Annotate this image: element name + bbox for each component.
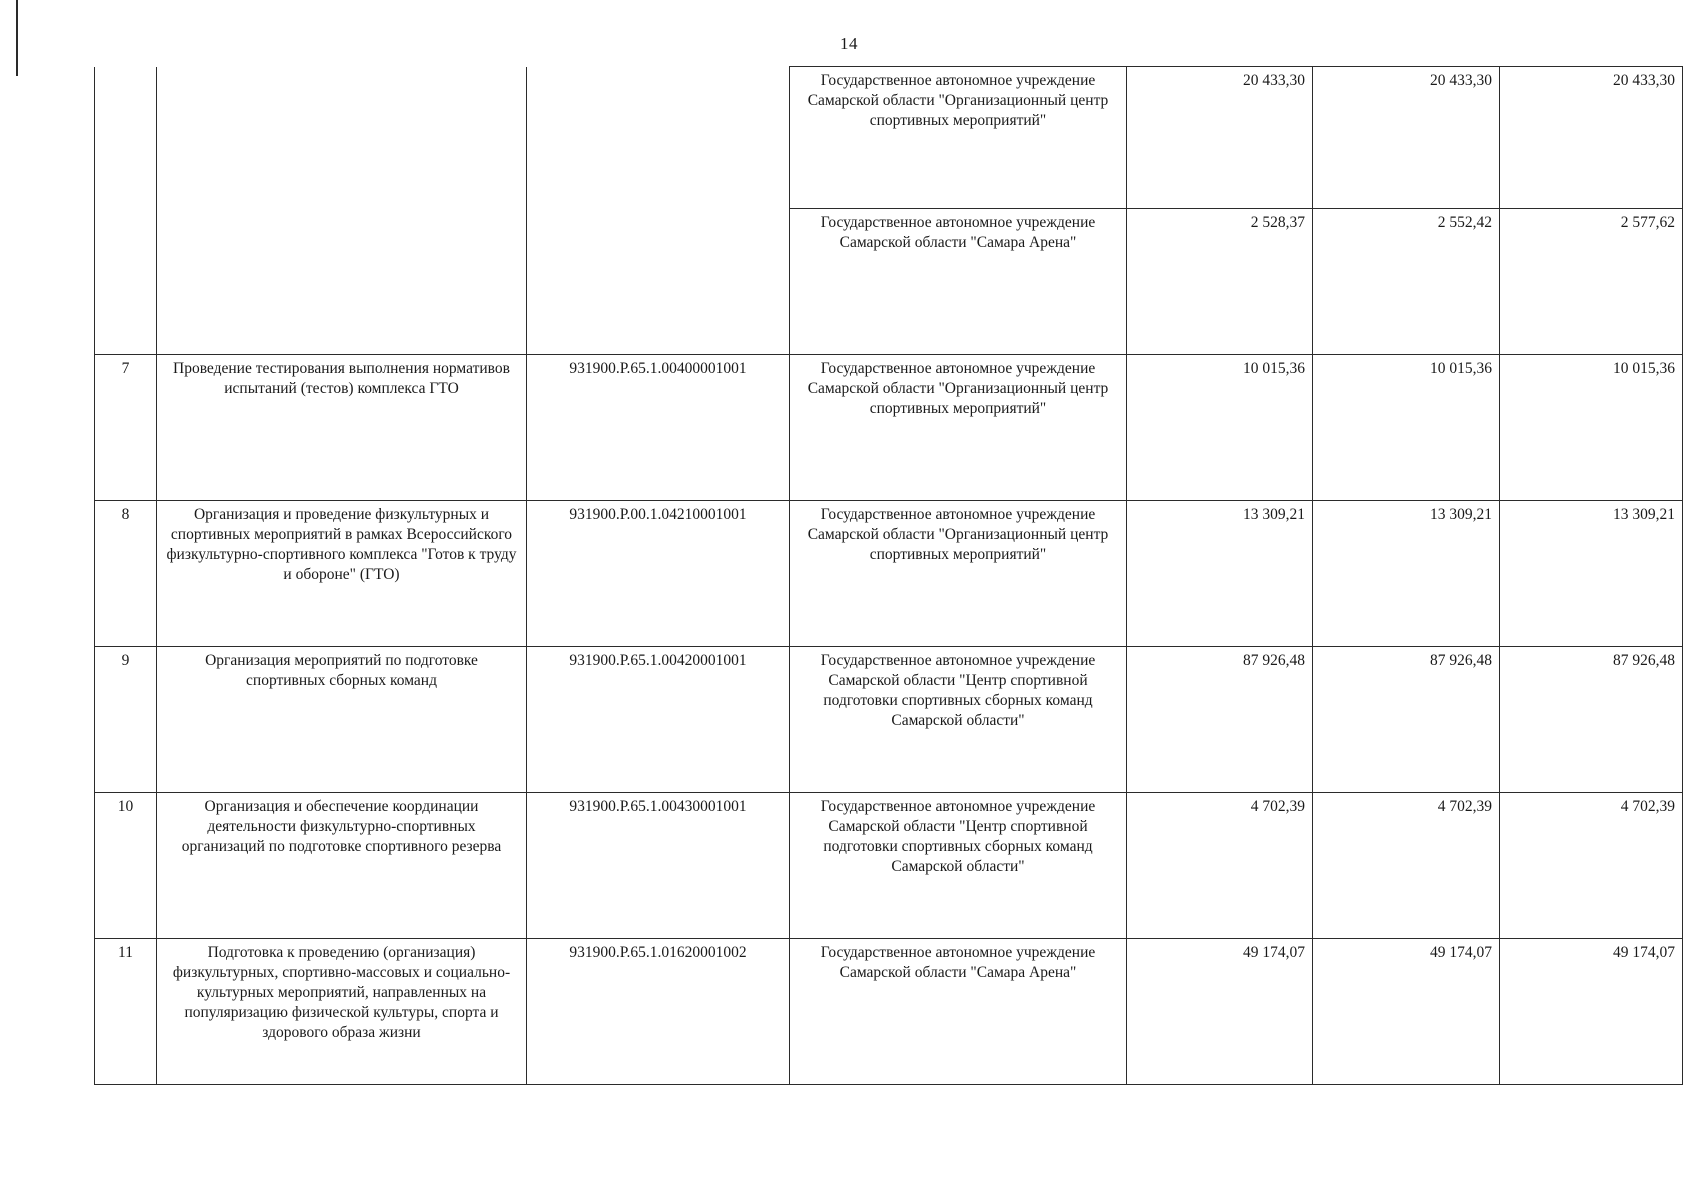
value-year-3-cell: 13 309,21 — [1500, 501, 1683, 647]
service-name-cell: Организация мероприятий по подготовке спортивных сборных команд — [157, 647, 527, 793]
service-code-cell: 931900.Р.65.1.00420001001 — [527, 647, 790, 793]
value-year-1-cell: 13 309,21 — [1127, 501, 1313, 647]
value-year-3-cell: 2 577,62 — [1500, 209, 1683, 355]
organization-name-cell: Государственное автономное учреждение Самарской области "Организационный центр спортивных мероприятий" — [790, 501, 1127, 647]
table-row — [95, 355, 1683, 501]
organization-name-cell: Государственное автономное учреждение Самарской области "Центр спортивной подготовки спортивных сборных команд Самарской области" — [790, 647, 1127, 793]
value-year-1-cell: 2 528,37 — [1127, 209, 1313, 355]
service-code-cell — [527, 67, 790, 209]
service-name-cell: Организация и обеспечение координации деятельности физкультурно-спортивных организаций по подготовке спортивного резерва — [157, 793, 527, 939]
value-year-1-cell: 4 702,39 — [1127, 793, 1313, 939]
table-row — [95, 939, 1683, 1085]
organization-name-cell: Государственное автономное учреждение Самарской области "Центр спортивной подготовки спортивных сборных команд Самарской области" — [790, 793, 1127, 939]
organization-name-cell: Государственное автономное учреждение Самарской области "Организационный центр спортивных мероприятий" — [790, 355, 1127, 501]
service-code-cell: 931900.Р.00.1.04210001001 — [527, 501, 790, 647]
organization-name-cell: Государственное автономное учреждение Самарской области "Организационный центр спортивных мероприятий" — [790, 67, 1127, 209]
table-row — [95, 209, 1683, 355]
row-number-cell: 7 — [95, 355, 157, 501]
page-number: 14 — [840, 34, 858, 53]
table-row — [95, 647, 1683, 793]
service-code-cell: 931900.Р.65.1.00430001001 — [527, 793, 790, 939]
services-table — [94, 66, 1683, 1085]
value-year-1-cell: 87 926,48 — [1127, 647, 1313, 793]
value-year-1-cell: 10 015,36 — [1127, 355, 1313, 501]
table-body — [95, 67, 1683, 1085]
service-name-cell: Организация и проведение физкультурных и спортивных мероприятий в рамках Всероссийского физкультурно-спортивного комплекса "Готов к труду и обороне" (ГТО) — [157, 501, 527, 647]
row-number-cell — [95, 209, 157, 355]
value-year-3-cell: 49 174,07 — [1500, 939, 1683, 1085]
service-name-cell — [157, 209, 527, 355]
service-name-cell: Подготовка к проведению (организация) физкультурных, спортивно-массовых и социально-культурных мероприятий, направленных на популяризацию физической культуры, спорта и здорового образа жизни — [157, 939, 527, 1085]
organization-name-cell: Государственное автономное учреждение Самарской области "Самара Арена" — [790, 939, 1127, 1085]
value-year-2-cell: 20 433,30 — [1313, 67, 1500, 209]
value-year-3-cell: 87 926,48 — [1500, 647, 1683, 793]
service-code-cell — [527, 209, 790, 355]
service-code-cell: 931900.Р.65.1.01620001002 — [527, 939, 790, 1085]
value-year-1-cell: 20 433,30 — [1127, 67, 1313, 209]
service-name-cell: Проведение тестирования выполнения нормативов испытаний (тестов) комплекса ГТО — [157, 355, 527, 501]
value-year-2-cell: 13 309,21 — [1313, 501, 1500, 647]
service-code-cell: 931900.Р.65.1.00400001001 — [527, 355, 790, 501]
value-year-2-cell: 2 552,42 — [1313, 209, 1500, 355]
value-year-3-cell: 10 015,36 — [1500, 355, 1683, 501]
row-number-cell: 10 — [95, 793, 157, 939]
value-year-3-cell: 20 433,30 — [1500, 67, 1683, 209]
row-number-cell: 9 — [95, 647, 157, 793]
value-year-2-cell: 49 174,07 — [1313, 939, 1500, 1085]
value-year-2-cell: 87 926,48 — [1313, 647, 1500, 793]
row-number-cell — [95, 67, 157, 209]
organization-name-cell: Государственное автономное учреждение Самарской области "Самара Арена" — [790, 209, 1127, 355]
row-number-cell: 8 — [95, 501, 157, 647]
table-row — [95, 67, 1683, 209]
value-year-2-cell: 4 702,39 — [1313, 793, 1500, 939]
table-row — [95, 501, 1683, 647]
value-year-3-cell: 4 702,39 — [1500, 793, 1683, 939]
service-name-cell — [157, 67, 527, 209]
table-row — [95, 793, 1683, 939]
value-year-1-cell: 49 174,07 — [1127, 939, 1313, 1085]
value-year-2-cell: 10 015,36 — [1313, 355, 1500, 501]
row-number-cell: 11 — [95, 939, 157, 1085]
